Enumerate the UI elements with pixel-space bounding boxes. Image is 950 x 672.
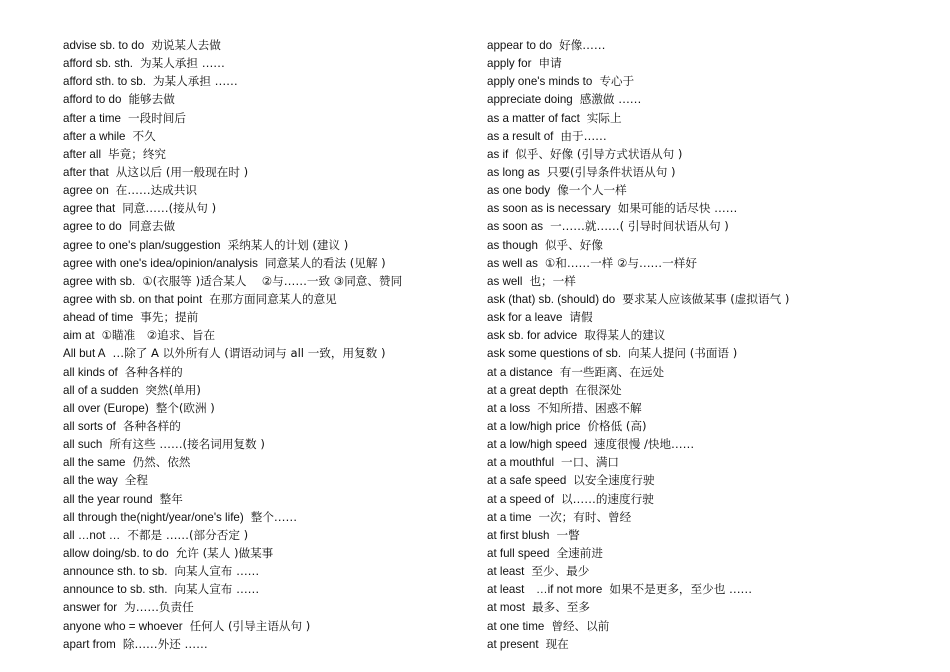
phrase-entry: [63, 562, 473, 580]
chinese-meaning: 也；一样: [529, 273, 576, 288]
english-phrase: as soon as: [487, 220, 544, 234]
chinese-meaning: 实际上: [586, 110, 622, 125]
english-phrase: answer for: [63, 601, 118, 615]
english-phrase: ask some questions of sb.: [487, 347, 622, 361]
english-phrase: agree that: [63, 202, 116, 216]
chinese-meaning: ①瞄准 ②追求、旨在: [101, 328, 216, 343]
chinese-meaning: 由于……: [560, 128, 607, 143]
chinese-meaning: 曾经、以前: [551, 618, 610, 633]
phrase-entry: [63, 290, 473, 308]
phrase-entry: [63, 453, 473, 471]
phrase-entry: [63, 127, 473, 145]
chinese-meaning: 同意去做: [128, 219, 176, 234]
english-phrase: at a distance: [487, 365, 553, 379]
phrase-entry: [487, 381, 927, 399]
english-phrase: afford sb. sth.: [63, 57, 134, 71]
chinese-meaning: 现在: [545, 636, 569, 651]
phrase-entry: [63, 36, 473, 54]
english-phrase: at a speed of: [487, 492, 555, 506]
english-phrase: ask sb. for advice: [487, 329, 578, 343]
chinese-meaning: 以……的速度行驶: [561, 491, 654, 506]
english-phrase: as if: [487, 147, 509, 161]
phrase-entry: [63, 544, 473, 562]
chinese-meaning: 仍然、依然: [132, 455, 191, 470]
chinese-meaning: 不都是 ……(部分否定 ): [127, 527, 249, 542]
phrase-entry: [63, 580, 473, 598]
english-phrase: at a mouthful: [487, 456, 555, 470]
chinese-meaning: 请假: [569, 310, 593, 325]
chinese-meaning: 只要(引导条件状语从句 ): [546, 164, 676, 179]
phrase-entry: [63, 363, 473, 381]
chinese-meaning: 有一些距离、在远处: [559, 364, 665, 379]
chinese-meaning: 采纳某人的计划 (建议 ): [227, 237, 349, 252]
chinese-meaning: 在那方面同意某人的意见: [209, 291, 337, 306]
chinese-meaning: 整个(欧洲 ): [155, 400, 215, 415]
english-phrase: as one body: [487, 184, 551, 198]
phrase-entry: [63, 326, 473, 344]
chinese-meaning: 能够去做: [128, 92, 175, 107]
english-phrase: after a time: [63, 111, 121, 125]
phrase-entry: [63, 308, 473, 326]
phrase-entry: [63, 163, 473, 181]
english-phrase: announce to sb. sth.: [63, 583, 168, 597]
english-phrase: afford sth. to sb.: [63, 75, 146, 89]
chinese-meaning: 以安全速度行驶: [573, 473, 655, 488]
english-phrase: as though: [487, 238, 538, 252]
chinese-meaning: 毕竟；终究: [108, 146, 167, 161]
phrase-entry: [487, 272, 927, 290]
phrase-entry: [487, 308, 927, 326]
phrase-entry: [63, 526, 473, 544]
phrase-entry: [487, 617, 927, 635]
english-phrase: appear to do: [487, 39, 553, 52]
phrase-entry: [63, 381, 473, 399]
english-phrase: as well as: [487, 256, 538, 270]
phrase-entry: [63, 254, 473, 272]
chinese-meaning: 全速前进: [556, 545, 603, 560]
english-phrase: at first blush: [487, 528, 550, 542]
chinese-meaning: 速度很慢 /快地……: [593, 437, 695, 452]
phrase-entry: [487, 163, 927, 181]
english-phrase: at a great depth: [487, 383, 569, 397]
chinese-meaning: ①(衣服等 )适合某人 ②与……一致 ③同意、赞同: [142, 273, 403, 288]
chinese-meaning: 如果可能的话尽快 ……: [617, 201, 738, 216]
english-phrase: at a loss: [487, 401, 531, 415]
chinese-meaning: 除……外还 ……: [122, 636, 208, 651]
phrase-entry: [63, 72, 473, 90]
chinese-meaning: 最多、至多: [532, 600, 590, 615]
chinese-meaning: 任何人 (引导主语从句 ): [189, 618, 311, 633]
phrase-entry: [487, 127, 927, 145]
phrase-entry: [63, 435, 473, 453]
english-phrase: at a low/high price: [487, 419, 581, 433]
chinese-meaning: 一次；有时、曾经: [538, 509, 632, 524]
phrase-entry: [63, 199, 473, 217]
english-phrase: at full speed: [487, 546, 550, 560]
chinese-meaning: 允许 (某人 )做某事: [175, 545, 274, 560]
chinese-meaning: 向某人提问 (书面语 ): [628, 346, 738, 361]
chinese-meaning: 一口、满口: [561, 455, 620, 470]
english-phrase: all through the(night/year/one's life): [63, 510, 244, 524]
english-phrase: all of a sudden: [63, 383, 139, 397]
english-phrase: all …not …: [63, 528, 121, 542]
phrase-entry: [63, 145, 473, 163]
chinese-meaning: 感激做 ……: [579, 92, 642, 107]
chinese-meaning: 同意某人的看法 (见解 ): [264, 255, 386, 270]
english-phrase: allow doing/sb. to do: [63, 546, 169, 560]
phrase-entry: [487, 635, 927, 653]
chinese-meaning: 各种各样的: [122, 418, 181, 433]
chinese-meaning: …除了 A 以外所有人 (谓语动词与 all 一致，用复数 ): [112, 346, 386, 361]
phrase-entry: [487, 508, 927, 526]
english-phrase: at least …if not more: [487, 583, 603, 597]
chinese-meaning: 一瞥: [556, 527, 580, 542]
phrase-entry: [63, 109, 473, 127]
chinese-meaning: 整年: [159, 491, 183, 506]
phrase-entry: [487, 54, 927, 72]
chinese-meaning: 为……负责任: [124, 600, 194, 615]
english-phrase: appreciate doing: [487, 93, 573, 107]
chinese-meaning: 如果不是更多，至少也 ……: [609, 582, 753, 597]
phrase-entry: [63, 181, 473, 199]
phrase-entry: [487, 72, 927, 90]
english-phrase: at most: [487, 601, 526, 615]
chinese-meaning: 向某人宣布 ……: [174, 582, 260, 597]
english-phrase: all sorts of: [63, 419, 116, 433]
english-phrase: anyone who = whoever: [63, 619, 183, 633]
english-phrase: at a low/high speed: [487, 438, 587, 452]
english-phrase: as long as: [487, 165, 540, 179]
english-phrase: at one time: [487, 619, 545, 633]
phrase-entry: [63, 272, 473, 290]
phrase-entry: [487, 181, 927, 199]
phrase-entry: [63, 635, 473, 653]
phrase-entry: [487, 598, 927, 616]
english-phrase: at a safe speed: [487, 474, 567, 488]
english-phrase: All but A: [63, 347, 106, 361]
english-phrase: as a matter of fact: [487, 111, 580, 125]
phrase-entry: [487, 580, 927, 598]
phrase-entry: [487, 435, 927, 453]
chinese-meaning: 全程: [124, 473, 148, 488]
chinese-meaning: 不久: [132, 128, 156, 143]
phrase-entry: [487, 254, 927, 272]
english-phrase: all the same: [63, 456, 126, 470]
english-phrase: agree with sb. on that point: [63, 292, 203, 306]
english-phrase: ask for a leave: [487, 311, 563, 325]
phrase-entry: [487, 363, 927, 381]
phrase-entry: [63, 490, 473, 508]
english-phrase: aim at: [63, 329, 95, 343]
phrase-entry: [63, 344, 473, 362]
english-phrase: advise sb. to do: [63, 39, 145, 52]
english-phrase: agree to one's plan/suggestion: [63, 238, 221, 252]
phrase-entry: [487, 109, 927, 127]
english-phrase: at least: [487, 565, 525, 579]
english-phrase: all kinds of: [63, 365, 118, 379]
phrase-entry: [63, 236, 473, 254]
phrase-entry: [63, 508, 473, 526]
english-phrase: apply one's minds to: [487, 75, 593, 89]
english-phrase: all over (Europe): [63, 401, 149, 415]
phrase-entry: [487, 490, 927, 508]
chinese-meaning: 一段时间后: [128, 110, 186, 125]
english-phrase: ask (that) sb. (should) do: [487, 292, 616, 306]
chinese-meaning: 为某人承担 ……: [152, 74, 238, 89]
english-phrase: all the way: [63, 474, 118, 488]
phrase-entry: [487, 344, 927, 362]
english-phrase: as soon as is necessary: [487, 202, 611, 216]
english-phrase: agree with sb.: [63, 274, 136, 288]
phrase-entry: [487, 36, 927, 54]
phrase-entry: [487, 199, 927, 217]
phrase-entry: [63, 399, 473, 417]
phrase-entry: [487, 236, 927, 254]
english-phrase: agree to do: [63, 220, 122, 234]
phrase-entry: [487, 471, 927, 489]
english-phrase: announce sth. to sb.: [63, 565, 168, 579]
right-column: [487, 36, 927, 653]
chinese-meaning: 所有这些 ……(接名词用复数 ): [109, 437, 265, 452]
chinese-meaning: 像一个人一样: [557, 183, 627, 198]
phrase-entry: [487, 145, 927, 163]
english-phrase: agree with one's idea/opinion/analysis: [63, 256, 258, 270]
chinese-meaning: 同意……(接从句 ): [122, 201, 217, 216]
chinese-meaning: 取得某人的建议: [584, 328, 666, 343]
phrase-entry: [487, 544, 927, 562]
chinese-meaning: 在……达成共识: [115, 183, 197, 198]
english-phrase: after all: [63, 147, 102, 161]
english-phrase: all the year round: [63, 492, 153, 506]
chinese-meaning: 申请: [538, 56, 562, 71]
chinese-meaning: 整个……: [250, 509, 298, 524]
phrase-entry: [487, 217, 927, 235]
chinese-meaning: 至少、最少: [531, 564, 590, 579]
chinese-meaning: 似乎、好像 (引导方式状语从句 ): [515, 146, 683, 161]
chinese-meaning: 向某人宣布 ……: [174, 564, 260, 579]
chinese-meaning: 专心于: [599, 74, 635, 89]
phrase-entry: [487, 399, 927, 417]
chinese-meaning: 突然(单用): [145, 382, 201, 397]
phrase-entry: [487, 562, 927, 580]
english-phrase: after a while: [63, 129, 126, 143]
english-phrase: at a time: [487, 510, 532, 524]
phrase-entry: [63, 90, 473, 108]
english-phrase: as a result of: [487, 129, 554, 143]
chinese-meaning: 要求某人应该做某事 (虚拟语气 ): [622, 291, 790, 306]
phrase-entry: [487, 90, 927, 108]
chinese-meaning: ①和……一样 ②与……一样好: [544, 255, 697, 270]
chinese-meaning: 好像……: [559, 38, 606, 52]
phrase-entry: [487, 417, 927, 435]
english-phrase: apart from: [63, 637, 116, 651]
phrase-entry: [63, 417, 473, 435]
chinese-meaning: 从这以后 (用一般现在时 ): [115, 164, 249, 179]
chinese-meaning: 劝说某人去做: [151, 38, 221, 52]
chinese-meaning: 事先；提前: [140, 310, 199, 325]
chinese-meaning: 为某人承担 ……: [140, 56, 225, 71]
phrase-entry: [487, 526, 927, 544]
english-phrase: at present: [487, 637, 539, 651]
english-phrase: all such: [63, 438, 103, 452]
english-phrase: after that: [63, 165, 109, 179]
english-phrase: apply for: [487, 57, 532, 71]
phrase-entry: [63, 217, 473, 235]
phrase-entry: [63, 598, 473, 616]
chinese-meaning: 似乎、好像: [544, 237, 603, 252]
chinese-meaning: 各种各样的: [124, 364, 183, 379]
phrase-entry: [487, 453, 927, 471]
phrase-entry: [63, 54, 473, 72]
chinese-meaning: 不知所措、困惑不解: [537, 400, 642, 415]
chinese-meaning: 在很深处: [575, 382, 622, 397]
english-phrase: agree on: [63, 184, 109, 198]
chinese-meaning: 价格低 (高): [587, 418, 647, 433]
phrase-entry: [487, 326, 927, 344]
left-column: [63, 36, 473, 653]
english-phrase: as well: [487, 274, 523, 288]
phrase-entry: [63, 471, 473, 489]
phrase-entry: [487, 290, 927, 308]
chinese-meaning: 一……就……( 引导时间状语从句 ): [550, 219, 729, 234]
english-phrase: ahead of time: [63, 311, 134, 325]
english-phrase: afford to do: [63, 93, 122, 107]
phrase-entry: [63, 617, 473, 635]
